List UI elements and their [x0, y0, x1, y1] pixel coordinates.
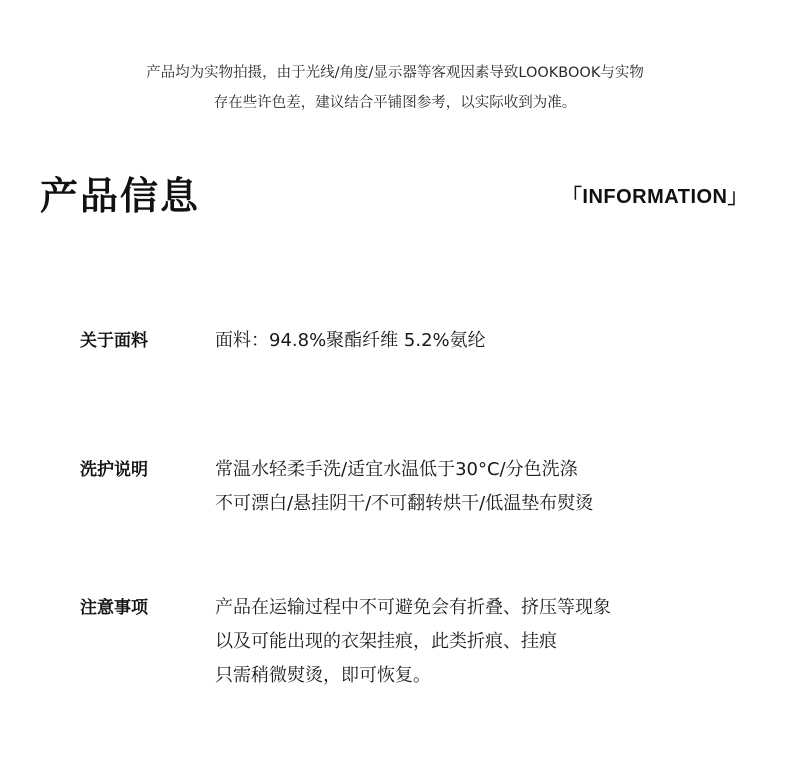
photo-notice-line-1: 产品均为实物拍摄，由于光线/角度/显示器等客观因素导致LOOKBOOK与实物 — [146, 65, 644, 81]
section-label-care: 洗护说明 — [80, 460, 148, 480]
care-line: 常温水轻柔手洗/适宜水温低于30°C/分色洗涤 — [215, 459, 578, 480]
section-content-care — [215, 453, 593, 521]
photo-notice-line-2: 存在些许色差，建议结合平铺图参考，以实际收到为准。 — [213, 95, 577, 111]
notes-line: 只需稍微熨烫，即可恢复。 — [215, 665, 431, 686]
page-title-english: 「INFORMATION」 — [561, 186, 748, 208]
section-content-fabric — [215, 324, 486, 358]
notes-line: 产品在运输过程中不可避免会有折叠、挤压等现象 — [215, 597, 611, 618]
section-label-fabric: 关于面料 — [80, 331, 148, 351]
page-title: 产品信息 — [40, 174, 201, 218]
section-content-notes — [215, 591, 611, 693]
care-line: 不可漂白/悬挂阴干/不可翻转烘干/低温垫布熨烫 — [215, 493, 594, 514]
notes-line: 以及可能出现的衣架挂痕，此类折痕、挂痕 — [215, 631, 557, 652]
section-label-notes: 注意事项 — [80, 598, 148, 618]
fabric-composition: 面料：94.8%聚酯纤维 5.2%氨纶 — [215, 330, 486, 351]
photo-notice — [0, 58, 790, 118]
